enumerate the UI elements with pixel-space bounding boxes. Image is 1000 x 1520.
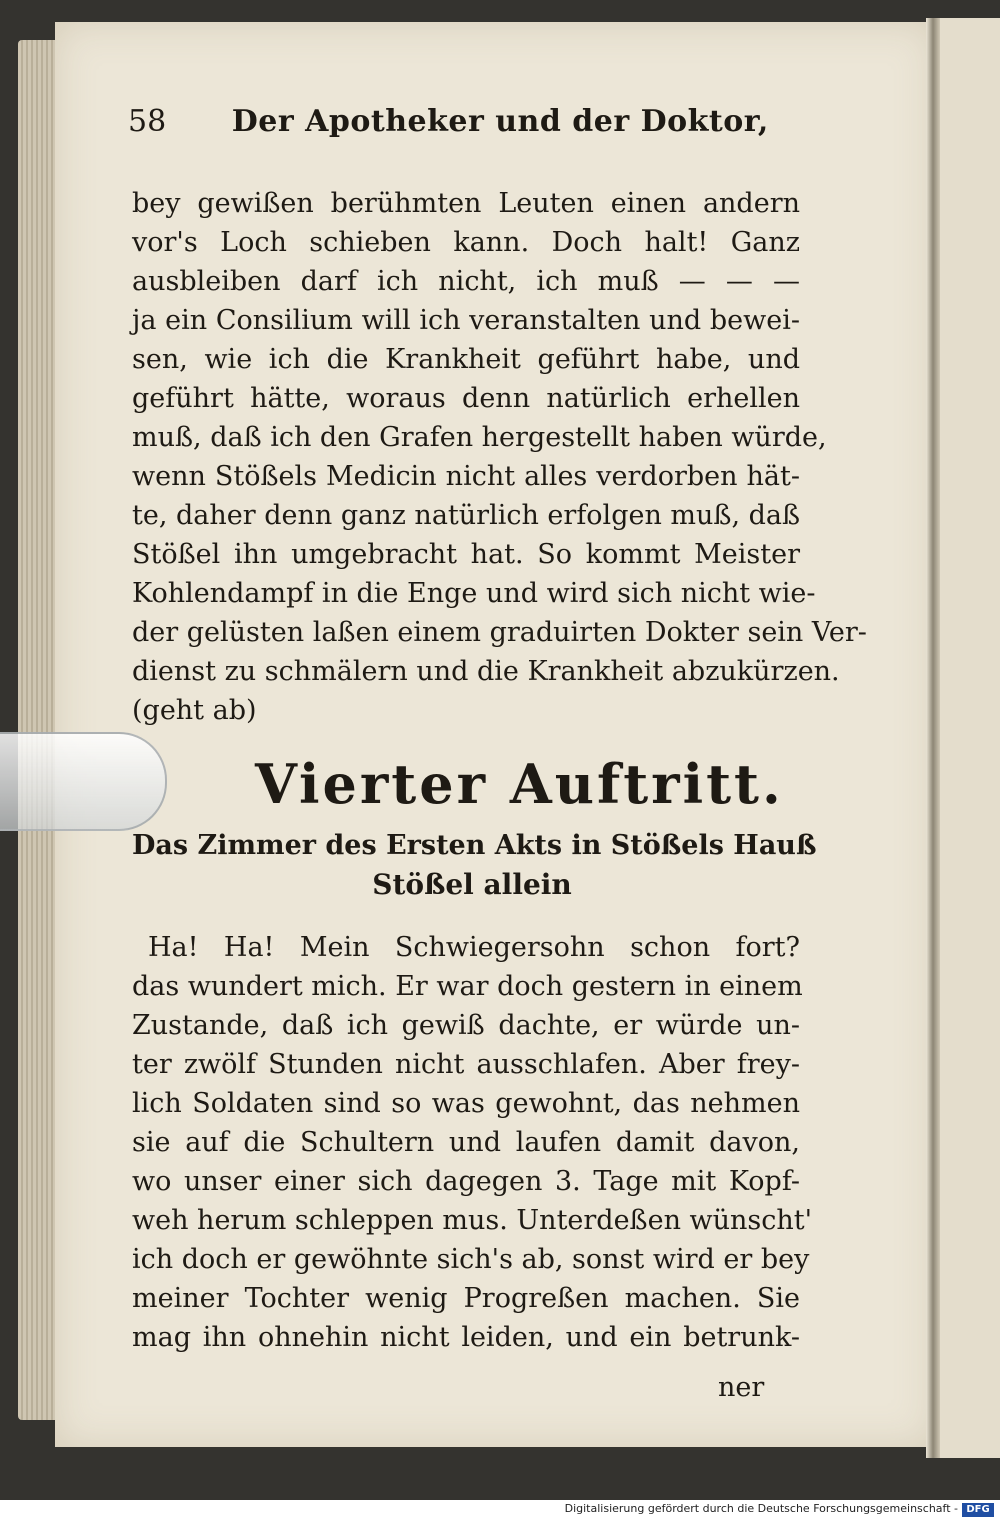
text-line: mag ihn ohnehin nicht leiden, und ein betrunk- bbox=[132, 1322, 800, 1353]
scene-heading: Vierter Auftritt. bbox=[255, 752, 784, 816]
text-line: te, daher denn ganz natürlich erfolgen muß, daß bbox=[132, 500, 801, 531]
page-number: 58 bbox=[128, 104, 167, 139]
speaker-line: Stößel allein bbox=[372, 868, 572, 901]
dfg-logo: DFG bbox=[962, 1503, 994, 1517]
text-line: dienst zu schmälern und die Krankheit abzukürzen. bbox=[132, 656, 840, 687]
text-line: wenn Stößels Medicin nicht alles verdorben hät- bbox=[132, 461, 800, 492]
catchword: ner bbox=[718, 1372, 765, 1403]
text-line: weh herum schleppen mus. Unterdeßen wünscht' bbox=[132, 1205, 813, 1236]
text-line: der gelüsten laßen einem graduirten Dokter sein Ver- bbox=[132, 617, 867, 648]
text-line: geführt hätte, woraus denn natürlich erhellen bbox=[132, 383, 800, 414]
text-line: vor's Loch schieben kann. Doch halt! Ganz bbox=[132, 227, 800, 258]
text-line: ausbleiben darf ich nicht, ich muß — — — bbox=[132, 266, 800, 297]
running-title: Der Apotheker und der Doktor, bbox=[231, 104, 769, 139]
text-line: ich doch er gewöhnte sich's ab, sonst wird er bey bbox=[132, 1244, 810, 1275]
text-line: das wundert mich. Er war doch gestern in einem bbox=[132, 971, 803, 1002]
running-head bbox=[128, 104, 769, 139]
text-line: ja ein Consilium will ich veranstalten und bewei- bbox=[132, 305, 800, 336]
text-line: sen, wie ich die Krankheit geführt habe, und bbox=[132, 344, 800, 375]
text-line: Stößel ihn umgebracht hat. So kommt Meister bbox=[132, 539, 800, 570]
text-line: Zustande, daß ich gewiß dachte, er würde un- bbox=[132, 1010, 800, 1041]
text-line: ter zwölf Stunden nicht ausschlafen. Aber frey- bbox=[132, 1049, 800, 1080]
text-line: sie auf die Schultern und laufen damit davon, bbox=[132, 1127, 800, 1158]
stage-direction: (geht ab) bbox=[132, 695, 257, 726]
text-line: lich Soldaten sind so was gewohnt, das nehmen bbox=[132, 1088, 800, 1119]
text-line: bey gewißen berühmten Leuten einen andern bbox=[132, 188, 800, 219]
book-gutter bbox=[926, 18, 940, 1458]
page-clip bbox=[0, 732, 167, 831]
text-line: Kohlendampf in die Enge und wird sich nicht wie- bbox=[132, 578, 816, 609]
text-line: Ha! Ha! Mein Schwiegersohn schon fort? bbox=[148, 932, 800, 963]
funding-credit: Digitalisierung gefördert durch die Deutsche Forschungsgemeinschaft - bbox=[564, 1502, 958, 1515]
footer-bar bbox=[0, 1500, 1000, 1520]
text-line: muß, daß ich den Grafen hergestellt haben würde, bbox=[132, 422, 827, 453]
scene-setting: Das Zimmer des Ersten Akts in Stößels Hauß bbox=[132, 830, 817, 861]
facing-page-edge bbox=[938, 18, 1000, 1458]
text-line: wo unser einer sich dagegen 3. Tage mit Kopf- bbox=[132, 1166, 800, 1197]
text-line: meiner Tochter wenig Progreßen machen. Sie bbox=[132, 1283, 800, 1314]
